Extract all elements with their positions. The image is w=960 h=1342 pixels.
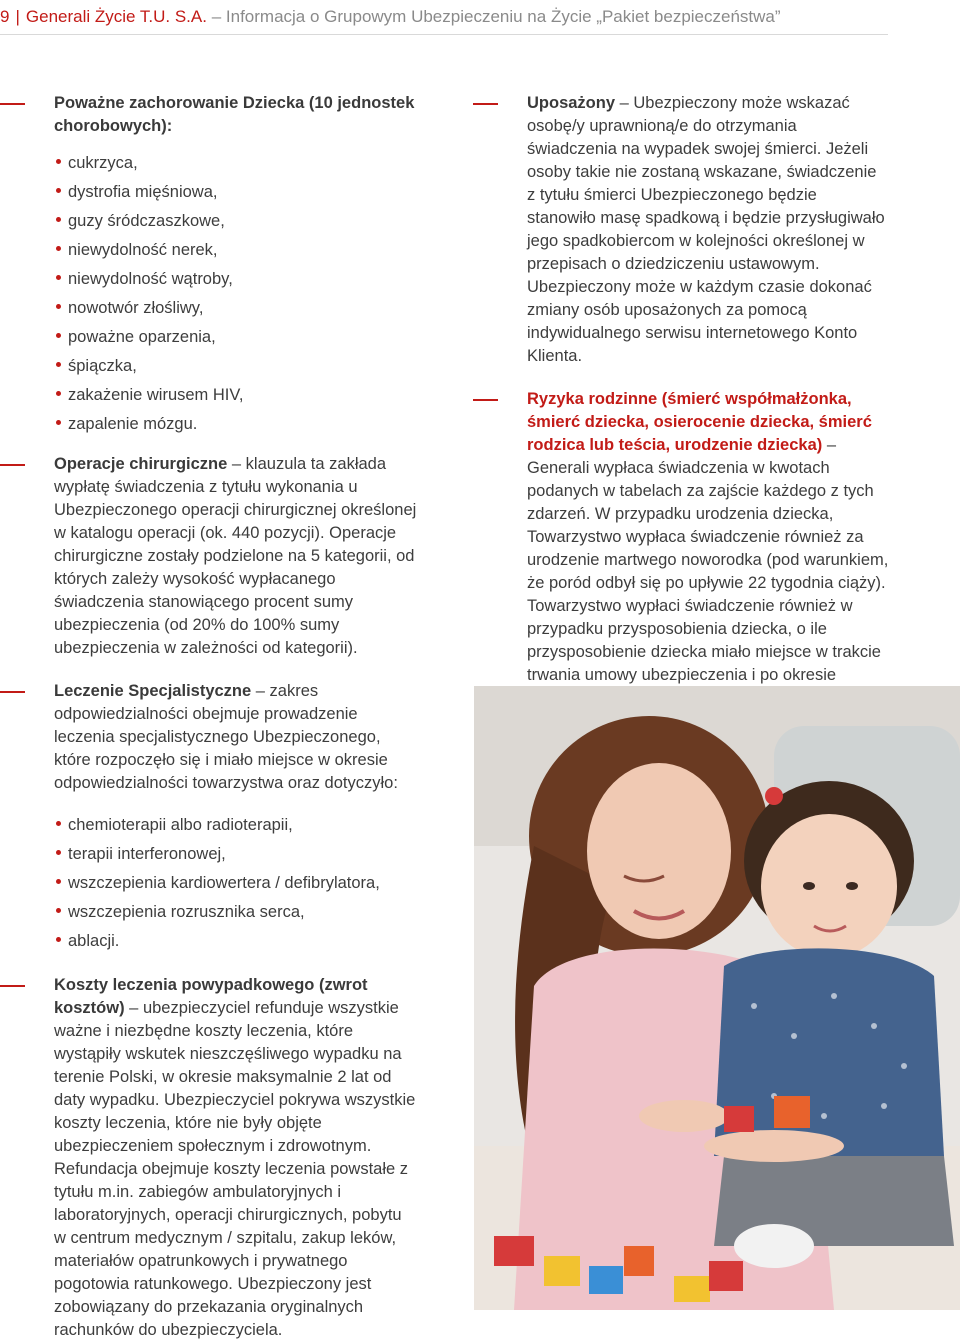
- list-item: zapalenie mózgu.: [54, 410, 418, 439]
- section-accident-costs: [0, 974, 418, 1342]
- serious-illness-title: Poważne zachorowanie Dziecka (10 jednostek chorobowych):: [54, 94, 415, 135]
- beneficiary-title: Uposażony: [527, 94, 616, 112]
- right-column: [473, 92, 889, 710]
- list-item: śpiączka,: [54, 352, 418, 381]
- page-number: 9: [0, 7, 10, 26]
- section-serious-illness: [0, 92, 418, 439]
- section-family-risk: [473, 388, 889, 710]
- list-item: wszczepienia kardiowertera / defibrylatora,: [54, 869, 418, 898]
- list-item: niewydolność wątroby,: [54, 265, 418, 294]
- mother-child-photo: [474, 686, 960, 1310]
- list-item: zakażenie wirusem HIV,: [54, 381, 418, 410]
- dash-marker: [0, 464, 25, 466]
- dash-marker: [0, 985, 25, 987]
- beneficiary-text: – Ubezpieczony może wskazać osobę/y uprawnioną/e do otrzymania świadczenia na wypadek swojej śmierci. Jeżeli osoby takie nie zostaną wskazane, świadczenie z tytułu śmierci Ubezpieczonego będzie stanowiło masę spadkową i będzie przysługiwało jego spadkobiercom w kolejności określonej w przepisach o dziedziczeniu ustawowym. Ubezpieczony może w każdym czasie dokonać zmiany osób uposażonych za pomocą indywidualnego serwisu internetowego Konto Klienta.: [527, 94, 885, 365]
- dash-marker: [0, 103, 25, 105]
- list-item: wszczepienia rozrusznika serca,: [54, 898, 418, 927]
- list-item: dystrofia mięśniowa,: [54, 178, 418, 207]
- illness-list: [54, 149, 418, 439]
- family-risk-text: – Generali wypłaca świadczenia w kwotach podanych w tabelach za zajście każdego z tych zdarzeń. W przypadku urodzenia dziecka, Towarzystwo wypłaca świadczenie również za urodzenie martwego noworodka (pod warunkiem, że poród odbył się po upływie 22 tygodnia ciąży). Towarzystwo wypłaci świadczenie również w przypadku przysposobienia dziecka, o ile przysposobienie dziecka miało miejsce w trakcie trwania umowy ubezpieczenia i po okresie: [527, 436, 889, 684]
- dash-marker: [473, 399, 498, 401]
- list-item: terapii interferonowej,: [54, 840, 418, 869]
- header-subtitle: – Informacja o Grupowym Ubezpieczeniu na Życie „Pakiet bezpieczeństwa”: [211, 7, 781, 26]
- section-beneficiary: [473, 92, 889, 368]
- beneficiary-paragraph: [527, 92, 889, 368]
- specialist-title: Leczenie Specjalistyczne: [54, 682, 252, 700]
- section-specialist: [0, 680, 418, 795]
- surgery-text: – klauzula ta zakłada wypłatę świadczenia z tytułu wykonania u Ubezpieczonego operacji chirurgicznej określonej w katalogu operacji (ok. 440 pozycji). Operacje chirurgiczne zostały podzielone na 5 kategorii, od których zależy wysokość wypłacanego świadczenia stanowiącego procent sumy ubezpieczenia (od 20% do 100% sumy ubezpieczenia w zależności od kategorii).: [54, 455, 417, 657]
- surgery-paragraph: [54, 453, 418, 660]
- accident-costs-title: Koszty leczenia powypadkowego (zwrot kosztów): [54, 976, 368, 1017]
- left-column: [0, 92, 418, 1342]
- specialist-text: – zakres odpowiedzialności obejmuje prowadzenie leczenia specjalistycznego Ubezpieczonego, które rozpoczęło się i miało miejsce w okresie odpowiedzialności towarzystwa oraz dotyczyło:: [54, 682, 398, 792]
- accident-costs-paragraph: [54, 974, 418, 1342]
- list-item: ablacji.: [54, 927, 418, 956]
- family-risk-paragraph: [527, 388, 889, 710]
- list-item: cukrzyca,: [54, 149, 418, 178]
- list-item: nowotwór złośliwy,: [54, 294, 418, 323]
- specialist-paragraph: [54, 680, 418, 795]
- specialist-list: [0, 811, 418, 956]
- accident-costs-text: – ubezpieczyciel refunduje wszystkie ważne i niezbędne koszty leczenia, które wystąpiły wskutek nieszczęśliwego wypadku na terenie Polski, w okresie maksymalnie 2 lat od daty wypadku. Ubezpieczyciel pokrywa wszystkie koszty leczenia, które nie były objęte ubezpieczeniem społecznym i zdrowotnym. Refundacja obejmuje koszty leczenia powstałe z tytułu m.in. zabiegów ambulatoryjnych i laboratoryjnych, operacji chirurgicznych, pobytu w centrum medycznym / szpitalu, zakup leków, materiałów opatrunkowych i prywatnego pogotowia ratunkowego. Ubezpieczony jest zobowiązany do przekazania oryginalnych rachunków do ubezpieczyciela.: [54, 999, 416, 1339]
- page-header: [0, 0, 888, 35]
- dash-marker: [0, 691, 25, 693]
- list-item: poważne oparzenia,: [54, 323, 418, 352]
- dash-marker: [473, 103, 498, 105]
- header-separator: |: [15, 7, 20, 26]
- surgery-title: Operacje chirurgiczne: [54, 455, 228, 473]
- section-surgery: [0, 453, 418, 660]
- list-item: niewydolność nerek,: [54, 236, 418, 265]
- header-company: Generali Życie T.U. S.A.: [25, 7, 207, 26]
- list-item: guzy śródczaszkowe,: [54, 207, 418, 236]
- family-risk-title: Ryzyka rodzinne (śmierć współmałżonka, śmierć dziecka, osierocenie dziecka, śmierć rodzica lub teścia, urodzenie dziecka): [527, 390, 872, 454]
- list-item: chemioterapii albo radioterapii,: [54, 811, 418, 840]
